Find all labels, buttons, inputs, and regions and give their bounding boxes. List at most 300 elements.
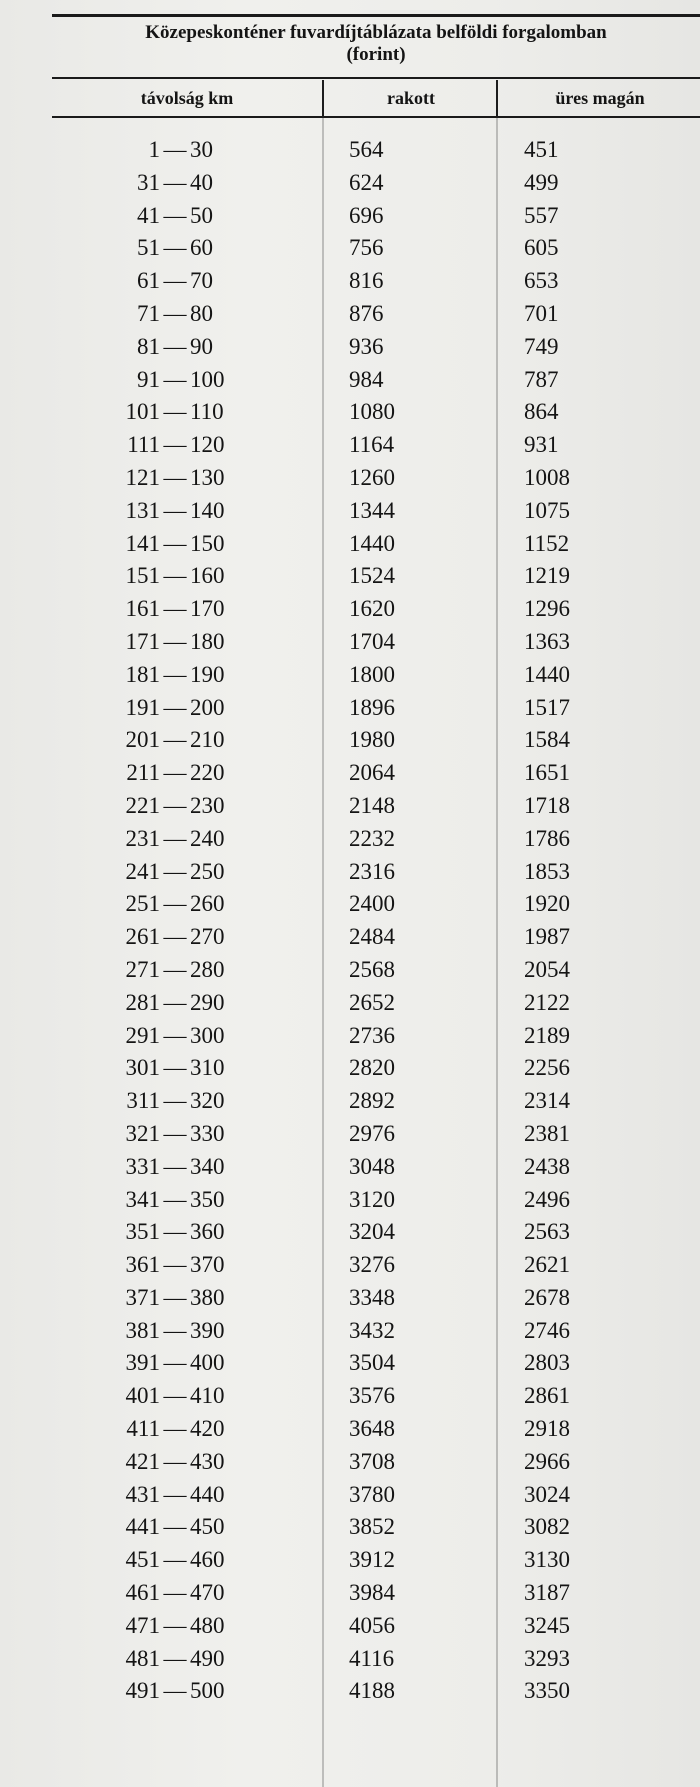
loaded-cell: 3852 — [349, 1514, 395, 1540]
empty-cell: 2314 — [524, 1088, 570, 1114]
empty-cell: 451 — [524, 137, 559, 162]
distance-to: 470 — [190, 1580, 225, 1606]
empty-cell: 2496 — [524, 1186, 570, 1212]
distance-to: 420 — [190, 1416, 225, 1442]
distance-cell — [104, 626, 264, 659]
distance-cell — [104, 1151, 264, 1184]
distance-from: 131 — [125, 497, 160, 523]
range-dash: — — [163, 169, 187, 195]
range-dash: — — [163, 366, 187, 392]
title-rule — [52, 77, 700, 79]
range-dash: — — [163, 760, 187, 786]
distance-cell — [104, 1249, 264, 1282]
distance-cell — [104, 823, 264, 856]
empty-cell: 1075 — [524, 497, 570, 523]
distance-to: 310 — [190, 1055, 225, 1081]
distance-cell — [104, 724, 264, 757]
range-dash: — — [163, 137, 187, 162]
distance-cell — [104, 1511, 264, 1544]
table-row — [52, 1216, 700, 1249]
distance-to: 120 — [190, 432, 225, 458]
header-distance: távolság km — [140, 88, 234, 108]
table-row — [52, 462, 700, 495]
empty-cell: 1987 — [524, 924, 570, 950]
distance-to: 340 — [190, 1153, 225, 1179]
distance-to: 410 — [190, 1383, 225, 1409]
table-row — [52, 1511, 700, 1544]
distance-to: 240 — [190, 825, 225, 851]
distance-from: 151 — [125, 563, 160, 589]
distance-from: 391 — [125, 1350, 160, 1376]
distance-cell — [104, 790, 264, 823]
table-body — [52, 134, 700, 1708]
distance-to: 180 — [190, 628, 225, 654]
range-dash: — — [163, 268, 187, 294]
distance-cell — [104, 429, 264, 462]
range-dash: — — [163, 858, 187, 884]
distance-cell — [104, 200, 264, 233]
distance-cell — [104, 1315, 264, 1348]
title-line-1: Közepeskonténer fuvardíjtáblázata belföldi forgalomban — [145, 22, 607, 43]
table-row — [52, 1544, 700, 1577]
table-row — [52, 134, 700, 167]
distance-cell — [104, 856, 264, 889]
distance-from: 481 — [125, 1645, 160, 1671]
range-dash: — — [163, 563, 187, 589]
empty-cell: 2381 — [524, 1120, 570, 1146]
table-row — [52, 232, 700, 265]
distance-from: 171 — [125, 628, 160, 654]
distance-to: 90 — [190, 333, 213, 359]
table-row — [52, 757, 700, 790]
loaded-cell: 3984 — [349, 1580, 395, 1606]
loaded-cell: 3576 — [349, 1383, 395, 1409]
table-title — [52, 22, 700, 66]
distance-cell — [104, 1085, 264, 1118]
distance-to: 320 — [190, 1088, 225, 1114]
distance-cell — [104, 987, 264, 1020]
range-dash: — — [163, 1612, 187, 1638]
distance-to: 260 — [190, 891, 225, 917]
range-dash: — — [163, 464, 187, 490]
table-row — [52, 1413, 700, 1446]
range-dash: — — [163, 1088, 187, 1114]
distance-cell — [104, 1643, 264, 1676]
loaded-cell: 2148 — [349, 792, 395, 818]
empty-cell: 1718 — [524, 792, 570, 818]
distance-to: 370 — [190, 1252, 225, 1278]
distance-to: 110 — [190, 399, 224, 425]
table-row — [52, 1118, 700, 1151]
table-row — [52, 1479, 700, 1512]
empty-cell: 3187 — [524, 1580, 570, 1606]
loaded-cell: 1620 — [349, 596, 395, 622]
range-dash: — — [163, 333, 187, 359]
empty-cell: 1008 — [524, 464, 570, 490]
distance-to: 40 — [190, 169, 213, 195]
distance-cell — [104, 593, 264, 626]
range-dash: — — [163, 1416, 187, 1442]
loaded-cell: 3348 — [349, 1284, 395, 1310]
table-row — [52, 200, 700, 233]
distance-from: 261 — [125, 924, 160, 950]
loaded-cell: 624 — [349, 169, 384, 195]
distance-from: 371 — [125, 1284, 160, 1310]
title-line-2: (forint) — [346, 44, 406, 65]
distance-to: 50 — [190, 202, 213, 228]
distance-cell — [104, 1052, 264, 1085]
range-dash: — — [163, 1678, 187, 1704]
distance-to: 70 — [190, 268, 213, 294]
loaded-cell: 1440 — [349, 530, 395, 556]
distance-from: 101 — [125, 399, 160, 425]
range-dash: — — [163, 825, 187, 851]
distance-cell — [104, 1610, 264, 1643]
empty-cell: 2563 — [524, 1219, 570, 1245]
table-row — [52, 1184, 700, 1217]
distance-to: 430 — [190, 1448, 225, 1474]
range-dash: — — [163, 727, 187, 753]
table-row — [52, 1347, 700, 1380]
range-dash: — — [163, 792, 187, 818]
distance-to: 210 — [190, 727, 225, 753]
loaded-cell: 696 — [349, 202, 384, 228]
distance-from: 421 — [125, 1448, 160, 1474]
range-dash: — — [163, 891, 187, 917]
distance-from: 451 — [125, 1547, 160, 1573]
empty-cell: 701 — [524, 300, 559, 326]
distance-to: 450 — [190, 1514, 225, 1540]
loaded-cell: 3912 — [349, 1547, 395, 1573]
distance-to: 440 — [190, 1481, 225, 1507]
distance-from: 51 — [137, 235, 160, 261]
distance-cell — [104, 1184, 264, 1217]
empty-cell: 2621 — [524, 1252, 570, 1278]
distance-to: 400 — [190, 1350, 225, 1376]
range-dash: — — [163, 596, 187, 622]
distance-from: 401 — [125, 1383, 160, 1409]
empty-cell: 2966 — [524, 1448, 570, 1474]
distance-to: 290 — [190, 989, 225, 1015]
distance-from: 381 — [125, 1317, 160, 1343]
distance-cell — [104, 659, 264, 692]
empty-cell: 1152 — [524, 530, 570, 556]
table-row — [52, 1249, 700, 1282]
distance-from: 121 — [125, 464, 160, 490]
distance-to: 280 — [190, 956, 225, 982]
table-row — [52, 1282, 700, 1315]
empty-cell: 1920 — [524, 891, 570, 917]
loaded-cell: 1800 — [349, 661, 395, 687]
distance-to: 350 — [190, 1186, 225, 1212]
loaded-cell: 2400 — [349, 891, 395, 917]
range-dash: — — [163, 924, 187, 950]
distance-to: 270 — [190, 924, 225, 950]
table-row — [52, 1675, 700, 1708]
header-loaded: rakott — [322, 80, 498, 116]
distance-from: 1 — [148, 137, 160, 162]
distance-cell — [104, 921, 264, 954]
distance-from: 271 — [125, 956, 160, 982]
loaded-cell: 756 — [349, 235, 384, 261]
distance-to: 360 — [190, 1219, 225, 1245]
table-row — [52, 1315, 700, 1348]
distance-cell — [104, 1544, 264, 1577]
range-dash: — — [163, 1383, 187, 1409]
table-row — [52, 1052, 700, 1085]
empty-cell: 2746 — [524, 1317, 570, 1343]
empty-cell: 1517 — [524, 694, 570, 720]
distance-cell — [104, 1347, 264, 1380]
distance-cell — [104, 1380, 264, 1413]
distance-from: 191 — [125, 694, 160, 720]
table-row — [52, 396, 700, 429]
range-dash: — — [163, 1186, 187, 1212]
loaded-cell: 4116 — [349, 1645, 395, 1671]
distance-from: 351 — [125, 1219, 160, 1245]
empty-cell: 1853 — [524, 858, 570, 884]
empty-cell: 1363 — [524, 628, 570, 654]
range-dash: — — [163, 694, 187, 720]
loaded-cell: 3120 — [349, 1186, 395, 1212]
loaded-cell: 2064 — [349, 760, 395, 786]
table-row — [52, 692, 700, 725]
empty-cell: 1786 — [524, 825, 570, 851]
distance-to: 390 — [190, 1317, 225, 1343]
distance-to: 380 — [190, 1284, 225, 1310]
header-rule — [52, 116, 700, 118]
loaded-cell: 1524 — [349, 563, 395, 589]
distance-cell — [104, 888, 264, 921]
loaded-cell: 2316 — [349, 858, 395, 884]
empty-cell: 2122 — [524, 989, 570, 1015]
table-row — [52, 659, 700, 692]
empty-cell: 2189 — [524, 1022, 570, 1048]
loaded-cell: 1704 — [349, 628, 395, 654]
distance-to: 80 — [190, 300, 213, 326]
range-dash: — — [163, 989, 187, 1015]
distance-to: 480 — [190, 1612, 225, 1638]
distance-cell — [104, 134, 264, 167]
empty-cell: 1296 — [524, 596, 570, 622]
table-row — [52, 298, 700, 331]
range-dash: — — [163, 1448, 187, 1474]
distance-cell — [104, 1282, 264, 1315]
loaded-cell: 936 — [349, 333, 384, 359]
table-row — [52, 823, 700, 856]
loaded-cell: 564 — [349, 137, 384, 162]
loaded-cell: 2976 — [349, 1120, 395, 1146]
distance-from: 441 — [125, 1514, 160, 1540]
loaded-cell: 2232 — [349, 825, 395, 851]
loaded-cell: 2484 — [349, 924, 395, 950]
range-dash: — — [163, 399, 187, 425]
loaded-cell: 4188 — [349, 1678, 395, 1704]
distance-cell — [104, 954, 264, 987]
loaded-cell: 1260 — [349, 464, 395, 490]
empty-cell: 931 — [524, 432, 559, 458]
loaded-cell: 3780 — [349, 1481, 395, 1507]
empty-cell: 1440 — [524, 661, 570, 687]
table-row — [52, 429, 700, 462]
table-row — [52, 1020, 700, 1053]
distance-cell — [104, 1118, 264, 1151]
loaded-cell: 2820 — [349, 1055, 395, 1081]
distance-from: 461 — [125, 1580, 160, 1606]
distance-from: 241 — [125, 858, 160, 884]
distance-from: 81 — [137, 333, 160, 359]
distance-to: 500 — [190, 1678, 225, 1704]
distance-from: 211 — [126, 760, 160, 786]
empty-cell: 3350 — [524, 1678, 570, 1704]
empty-cell: 3024 — [524, 1481, 570, 1507]
loaded-cell: 2892 — [349, 1088, 395, 1114]
loaded-cell: 3504 — [349, 1350, 395, 1376]
empty-cell: 2861 — [524, 1383, 570, 1409]
loaded-cell: 1080 — [349, 399, 395, 425]
empty-cell: 2803 — [524, 1350, 570, 1376]
table-row — [52, 1151, 700, 1184]
distance-from: 91 — [137, 366, 160, 392]
empty-cell: 2256 — [524, 1055, 570, 1081]
distance-cell — [104, 364, 264, 397]
range-dash: — — [163, 628, 187, 654]
distance-cell — [104, 1479, 264, 1512]
distance-to: 130 — [190, 464, 225, 490]
empty-cell: 2054 — [524, 956, 570, 982]
empty-cell: 3293 — [524, 1645, 570, 1671]
distance-to: 230 — [190, 792, 225, 818]
range-dash: — — [163, 497, 187, 523]
distance-cell — [104, 265, 264, 298]
loaded-cell: 2736 — [349, 1022, 395, 1048]
distance-from: 71 — [137, 300, 160, 326]
distance-from: 251 — [125, 891, 160, 917]
range-dash: — — [163, 235, 187, 261]
table-row — [52, 921, 700, 954]
distance-from: 341 — [125, 1186, 160, 1212]
distance-to: 100 — [190, 366, 225, 392]
distance-from: 231 — [125, 825, 160, 851]
distance-from: 361 — [125, 1252, 160, 1278]
distance-to: 220 — [190, 760, 225, 786]
empty-cell: 3130 — [524, 1547, 570, 1573]
distance-from: 431 — [125, 1481, 160, 1507]
range-dash: — — [163, 1547, 187, 1573]
distance-cell — [104, 396, 264, 429]
range-dash: — — [163, 1350, 187, 1376]
top-rule — [52, 14, 700, 17]
empty-cell: 3082 — [524, 1514, 570, 1540]
distance-cell — [104, 692, 264, 725]
distance-from: 221 — [125, 792, 160, 818]
table-row — [52, 560, 700, 593]
range-dash: — — [163, 661, 187, 687]
distance-cell — [104, 528, 264, 561]
range-dash: — — [163, 432, 187, 458]
table-row — [52, 1380, 700, 1413]
loaded-cell: 2652 — [349, 989, 395, 1015]
distance-from: 61 — [137, 268, 160, 294]
empty-cell: 605 — [524, 235, 559, 261]
empty-cell: 557 — [524, 202, 559, 228]
table-row — [52, 626, 700, 659]
distance-to: 490 — [190, 1645, 225, 1671]
table-row — [52, 790, 700, 823]
range-dash: — — [163, 1481, 187, 1507]
loaded-cell: 2568 — [349, 956, 395, 982]
range-dash: — — [163, 1645, 187, 1671]
range-dash: — — [163, 956, 187, 982]
empty-cell: 1651 — [524, 760, 570, 786]
range-dash: — — [163, 300, 187, 326]
distance-cell — [104, 298, 264, 331]
range-dash: — — [163, 1055, 187, 1081]
distance-cell — [104, 462, 264, 495]
distance-cell — [104, 1216, 264, 1249]
header-empty: üres magán — [496, 80, 700, 116]
distance-from: 161 — [125, 596, 160, 622]
distance-to: 200 — [190, 694, 225, 720]
distance-to: 150 — [190, 530, 225, 556]
loaded-cell: 3204 — [349, 1219, 395, 1245]
distance-from: 31 — [137, 169, 160, 195]
table-row — [52, 987, 700, 1020]
table-row — [52, 1643, 700, 1676]
table-row — [52, 528, 700, 561]
empty-cell: 787 — [524, 366, 559, 392]
empty-cell: 864 — [524, 399, 559, 425]
loaded-cell: 3708 — [349, 1448, 395, 1474]
empty-cell: 2438 — [524, 1153, 570, 1179]
loaded-cell: 1164 — [349, 432, 395, 458]
loaded-cell: 1980 — [349, 727, 395, 753]
distance-to: 170 — [190, 596, 225, 622]
distance-from: 291 — [125, 1022, 160, 1048]
table-row — [52, 1610, 700, 1643]
empty-cell: 653 — [524, 268, 559, 294]
distance-to: 190 — [190, 661, 225, 687]
empty-cell: 3245 — [524, 1612, 570, 1638]
loaded-cell: 816 — [349, 268, 384, 294]
table-row — [52, 593, 700, 626]
range-dash: — — [163, 1219, 187, 1245]
range-dash: — — [163, 202, 187, 228]
distance-cell — [104, 232, 264, 265]
loaded-cell: 984 — [349, 366, 384, 392]
loaded-cell: 3648 — [349, 1416, 395, 1442]
table-row — [52, 724, 700, 757]
loaded-cell: 3432 — [349, 1317, 395, 1343]
table-row — [52, 495, 700, 528]
table-row — [52, 888, 700, 921]
range-dash: — — [163, 1317, 187, 1343]
distance-cell — [104, 1577, 264, 1610]
distance-to: 30 — [190, 137, 213, 162]
distance-from: 311 — [126, 1088, 160, 1114]
table-row — [52, 331, 700, 364]
distance-cell — [104, 167, 264, 200]
distance-to: 160 — [190, 563, 225, 589]
distance-cell — [104, 1413, 264, 1446]
range-dash: — — [163, 1514, 187, 1540]
empty-cell: 2678 — [524, 1284, 570, 1310]
loaded-cell: 1896 — [349, 694, 395, 720]
loaded-cell: 1344 — [349, 497, 395, 523]
distance-from: 321 — [125, 1120, 160, 1146]
distance-cell — [104, 757, 264, 790]
distance-from: 41 — [137, 202, 160, 228]
